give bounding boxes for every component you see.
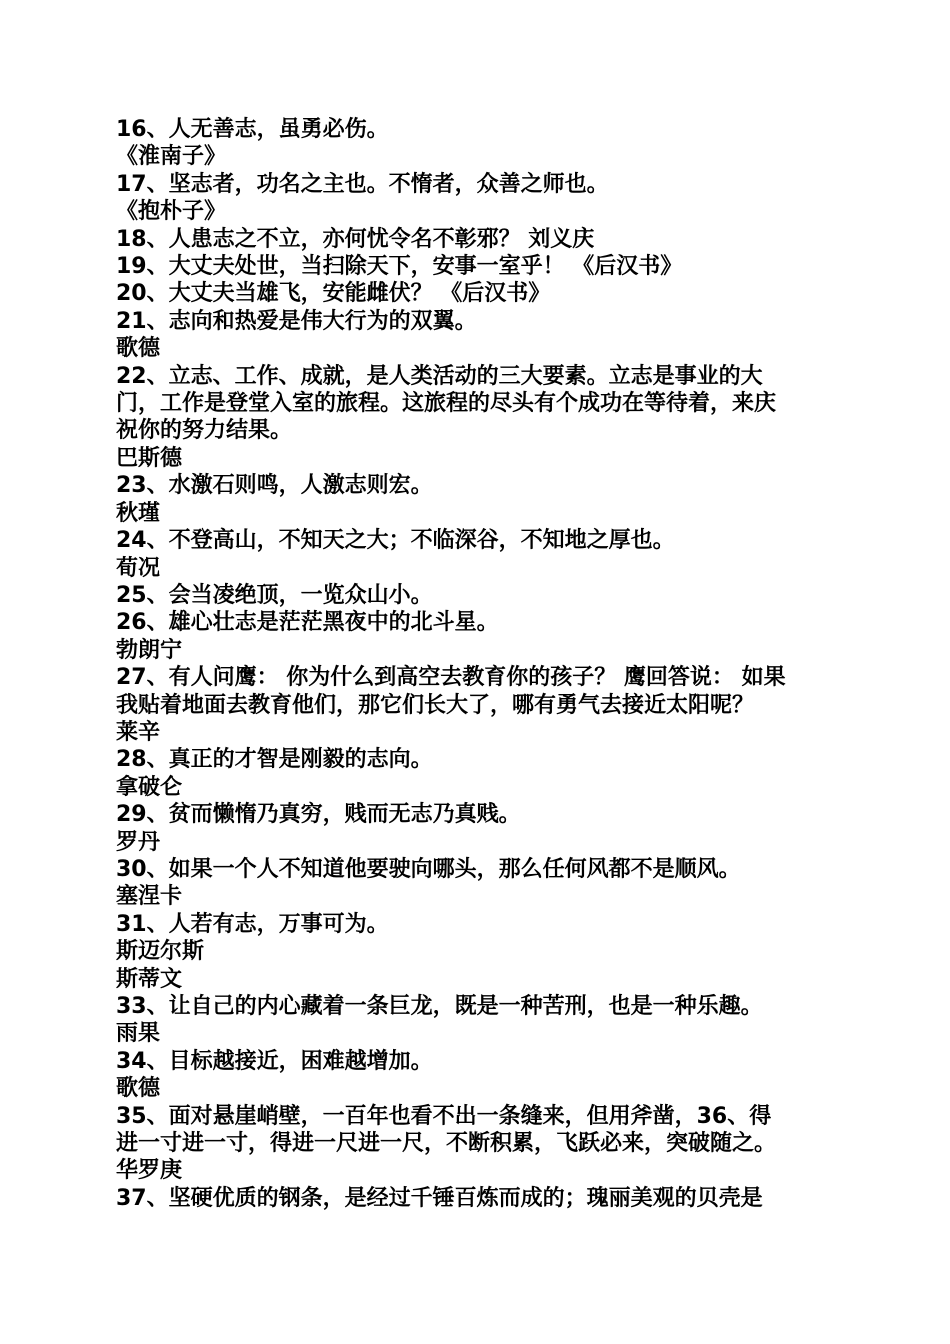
author-line: 莱辛	[116, 719, 161, 745]
text-line: 22、立志、工作、成就，是人类活动的三大要素。立志是事业的大	[116, 363, 763, 389]
text-line: 29、贫而懒惰乃真穷，贱而无志乃真贱。	[116, 802, 521, 828]
source-line: 《淮南子》	[116, 144, 227, 170]
author-line: 雨果	[116, 1021, 161, 1047]
text-line: 进一寸进一寸，得进一尺进一尺，不断积累，飞跃必来，突破随之。	[116, 1131, 777, 1157]
text-line: 34、目标越接近，困难越增加。	[116, 1048, 433, 1074]
author-line: 歌德	[116, 1076, 161, 1102]
author-line: 荀况	[116, 555, 161, 581]
text-line: 18、人患志之不立，亦何忧令名不彰邪？ 刘义庆	[116, 226, 595, 252]
text-line: 16、人无善志，虽勇必伤。	[116, 117, 389, 142]
author-line: 秋瑾	[116, 500, 161, 526]
text-line: 37、坚硬优质的钢条，是经过千锤百炼而成的；瑰丽美观的贝壳是	[116, 1185, 763, 1211]
text-line: 27、有人问鹰： 你为什么到高空去教育你的孩子？ 鹰回答说： 如果	[116, 665, 786, 691]
text-line: 祝你的努力结果。	[116, 418, 293, 444]
text-line: 21、志向和热爱是伟大行为的双翼。	[116, 308, 477, 334]
text-line: 我贴着地面去教育他们，那它们长大了，哪有勇气去接近太阳呢？	[116, 692, 755, 718]
author-line: 罗丹	[116, 829, 161, 855]
source-line: 《抱朴子》	[116, 199, 227, 225]
text-line: 31、人若有志，万事可为。	[116, 911, 389, 937]
author-line: 拿破仑	[116, 774, 183, 800]
text-line: 28、真正的才智是刚毅的志向。	[116, 747, 433, 773]
text-line: 26、雄心壮志是茫茫黑夜中的北斗星。	[116, 610, 499, 636]
author-line: 华罗庚	[116, 1158, 183, 1184]
text-line: 17、坚志者，功名之主也。不惰者，众善之师也。	[116, 171, 609, 197]
text-line: 19、大丈夫处世，当扫除天下，安事一室乎！ 《后汉书》	[116, 254, 683, 280]
text-line: 门，工作是登堂入室的旅程。这旅程的尽头有个成功在等待着，来庆	[116, 391, 777, 417]
text-line: 30、如果一个人不知道他要驶向哪头，那么任何风都不是顺风。	[116, 856, 741, 882]
author-line: 巴斯德	[116, 445, 183, 471]
author-line: 勃朗宁	[116, 637, 183, 663]
author-line: 斯蒂文	[116, 966, 183, 992]
text-line: 25、会当凌绝顶，一览众山小。	[116, 582, 433, 608]
text-line: 35、面对悬崖峭壁，一百年也看不出一条缝来，但用斧凿，36、得	[116, 1103, 772, 1129]
text-line: 24、不登高山，不知天之大；不临深谷，不知地之厚也。	[116, 528, 675, 554]
author-line: 塞涅卡	[116, 884, 183, 910]
text-line: 33、让自己的内心藏着一条巨龙，既是一种苦刑，也是一种乐趣。	[116, 994, 763, 1019]
author-line: 歌德	[116, 336, 161, 362]
text-line: 20、大丈夫当雄飞，安能雌伏？ 《后汉书》	[116, 281, 551, 307]
author-line: 斯迈尔斯	[116, 939, 205, 965]
text-line: 23、水激石则鸣，人激志则宏。	[116, 473, 433, 499]
quote-list	[116, 116, 836, 1212]
